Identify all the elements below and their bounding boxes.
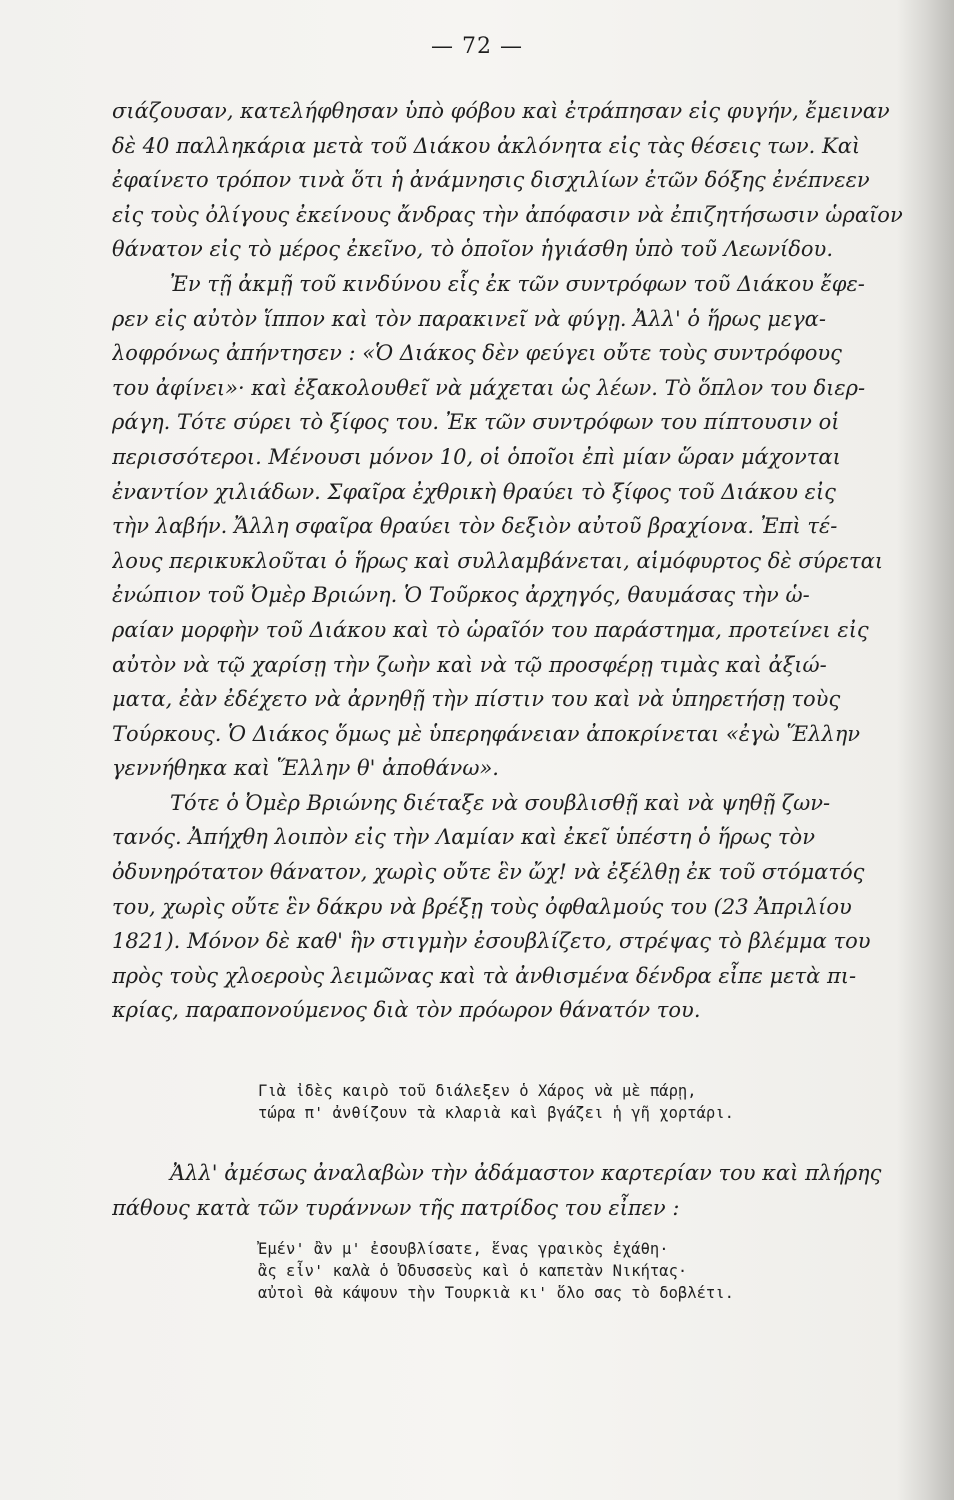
text-line: αὐτὸν νὰ τῷ χαρίσῃ τὴν ζωὴν καὶ νὰ τῷ προσφέρῃ τιμὰς καὶ ἀξιώ- xyxy=(112,652,827,677)
text-line: Ἀλλ' ἀμέσως ἀναλαβὼν τὴν ἀδάμαστον καρτερίαν του καὶ πλήρης xyxy=(170,1161,882,1185)
text-line: λοφρόνως ἀπήντησεν : «Ὁ Διάκος δὲν φεύγει οὔτε τοὺς συντρόφους xyxy=(112,341,842,366)
text-line: δὲ 40 παλληκάρια μετὰ τοῦ Διάκου ἀκλόνητα εἰς τὰς θέσεις των. Καὶ xyxy=(112,133,861,158)
page-number: — 72 — xyxy=(431,34,523,59)
text-line: εἰς τοὺς ὀλίγους ἐκείνους ἄνδρας τὴν ἀπόφασιν νὰ ἐπιζητήσωσιν ὡραῖον xyxy=(112,202,903,227)
text-line: του ἀφίνει»· καὶ ἐξακολουθεῖ νὰ μάχεται ὡς λέων. Τὸ ὅπλον του διερ- xyxy=(112,375,866,400)
text-line: Τούρκους. Ὁ Διάκος ὅμως μὲ ὑπερηφάνειαν ἀποκρίνεται «ἐγὼ Ἕλλην xyxy=(112,721,861,746)
text-line: λους περικυκλοῦται ὁ ἥρως καὶ συλλαμβάνεται, αἱμόφυρτος δὲ σύρεται xyxy=(112,548,884,573)
text-line: ραίαν μορφὴν τοῦ Διάκου καὶ τὸ ὡραῖόν του παράστημα, προτείνει εἰς xyxy=(112,617,869,642)
closing-paragraph xyxy=(112,1156,932,1225)
text-line: πρὸς τοὺς χλοεροὺς λειμῶνας καὶ τὰ ἀνθισμένα δένδρα εἶπε μετὰ πι- xyxy=(112,963,857,988)
text-line: πάθους κατὰ τῶν τυράννων τῆς πατρίδος του εἶπεν : xyxy=(112,1195,680,1220)
text-line: του, χωρὶς οὔτε ἓν δάκρυ νὰ βρέξῃ τοὺς ὀφθαλμούς του (23 Ἀπριλίου xyxy=(112,894,852,919)
verse-line: τώρα π' ἀνθίζουν τὰ κλαριὰ καὶ βγάζει ἡ γῆ χορτάρι. xyxy=(258,1104,734,1122)
text-line: ράγη. Τότε σύρει τὸ ξίφος του. Ἐκ τῶν συντρόφων του πίπτουσιν οἱ xyxy=(112,410,840,435)
text-line: γεννήθηκα καὶ Ἕλλην θ' ἀποθάνω». xyxy=(112,756,499,781)
text-line: ἐναντίον χιλιάδων. Σφαῖρα ἐχθρικὴ θραύει τὸ ξίφος τοῦ Διάκου εἰς xyxy=(112,479,836,504)
text-line: ὀδυνηρότατον θάνατον, χωρὶς οὔτε ἓν ὤχ! νὰ ἐξέλθῃ ἐκ τοῦ στόματός xyxy=(112,860,865,885)
verse-line: αὐτοὶ θὰ κάψουν τὴν Τουρκιὰ κι' ὅλο σας τὸ δοβλέτι. xyxy=(258,1284,734,1302)
text-line: ρεν εἰς αὐτὸν ἵππον καὶ τὸν παρακινεῖ νὰ φύγῃ. Ἀλλ' ὁ ἥρως μεγα- xyxy=(112,306,826,331)
text-line: περισσότεροι. Μένουσι μόνον 10, οἱ ὁποῖοι ἐπὶ μίαν ὥραν μάχονται xyxy=(112,444,841,469)
text-line: ἐφαίνετο τρόπον τινὰ ὅτι ἡ ἀνάμνησις δισχιλίων ἐτῶν δόξης ἐνέπνεεν xyxy=(112,168,870,193)
verse-block-1 xyxy=(258,1080,734,1124)
text-line: 1821). Μόνον δὲ καθ' ἣν στιγμὴν ἐσουβλίζετο, στρέψας τὸ βλέμμα του xyxy=(112,929,871,954)
text-line: ἐνώπιον τοῦ Ὀμὲρ Βριώνη. Ὁ Τοῦρκος ἀρχηγός, θαυμάσας τὴν ὡ- xyxy=(112,583,810,608)
text-line: ματα, ἐὰν ἐδέχετο νὰ ἀρνηθῇ τὴν πίστιν του καὶ νὰ ὑπηρετήσῃ τοὺς xyxy=(112,687,841,712)
verse-block-2 xyxy=(258,1238,734,1304)
text-line: Ἐν τῇ ἀκμῇ τοῦ κινδύνου εἷς ἐκ τῶν συντρόφων τοῦ Διάκου ἔφε- xyxy=(170,271,865,296)
verse-line: Ἐμέν' ἂν μ' ἐσουβλίσατε, ἕνας γραικὸς ἐχάθη· xyxy=(258,1240,669,1258)
text-line: Τότε ὁ Ὀμὲρ Βριώνης διέταξε νὰ σουβλισθῇ καὶ νὰ ψηθῇ ζων- xyxy=(170,790,831,815)
text-line: κρίας, παραπονούμενος διὰ τὸν πρόωρον θάνατόν του. xyxy=(112,998,701,1023)
text-line: τὴν λαβήν. Ἄλλη σφαῖρα θραύει τὸν δεξιὸν αὐτοῦ βραχίονα. Ἐπὶ τέ- xyxy=(112,514,838,539)
verse-line: Γιὰ ἰδὲς καιρὸ τοῦ διάλεξεν ὁ Χάρος νὰ μὲ πάρῃ, xyxy=(258,1082,697,1100)
text-line: θάνατον εἰς τὸ μέρος ἐκεῖνο, τὸ ὁποῖον ἡγιάσθη ὑπὸ τοῦ Λεωνίδου. xyxy=(112,237,833,262)
text-line: σιάζουσαν, κατελήφθησαν ὑπὸ φόβου καὶ ἐτράπησαν εἰς φυγήν, ἔμειναν xyxy=(112,99,890,123)
verse-line: ἂς εἶν' καλὰ ὁ Ὀδυσσεὺς καὶ ὁ καπετὰν Νικήτας· xyxy=(258,1262,688,1280)
main-text-block xyxy=(112,94,932,1028)
text-line: τανός. Ἀπήχθη λοιπὸν εἰς τὴν Λαμίαν καὶ ἐκεῖ ὑπέστη ὁ ἥρως τὸν xyxy=(112,825,815,850)
